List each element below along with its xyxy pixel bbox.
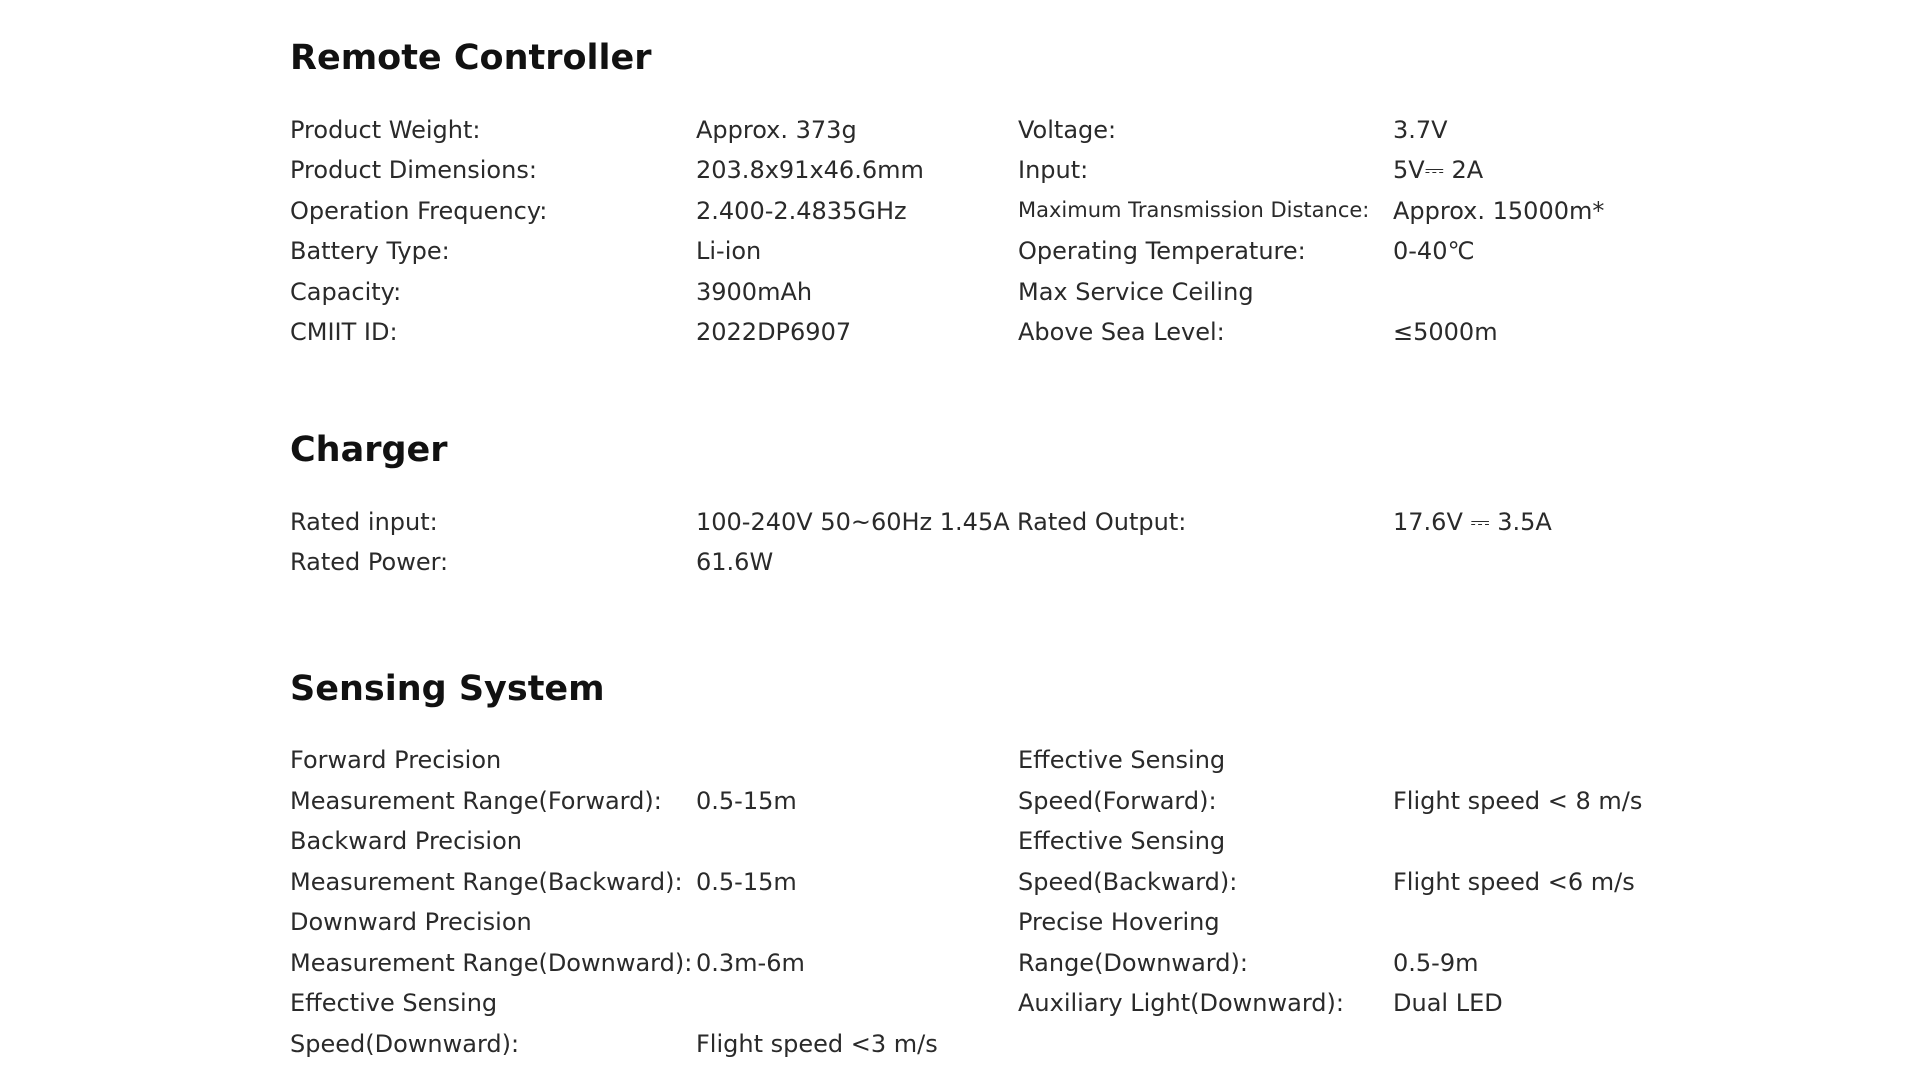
rc-voltage-label: Voltage: bbox=[1018, 116, 1117, 144]
charger-output-label: Rated Output: bbox=[1017, 508, 1187, 536]
charger-output-value: 17.6V ⎓ 3.5A bbox=[1393, 508, 1552, 536]
rc-frequency-label: Operation Frequency: bbox=[290, 197, 548, 225]
rc-transmission-label: Maximum Transmission Distance: bbox=[1018, 198, 1370, 222]
rc-dimensions-label: Product Dimensions: bbox=[290, 156, 537, 184]
rc-transmission-value: Approx. 15000m* bbox=[1393, 197, 1605, 225]
ss-speed-downward-label-line2: Speed(Downward): bbox=[290, 1030, 520, 1058]
rc-capacity-value: 3900mAh bbox=[696, 278, 813, 306]
charger-input-label: Rated input: bbox=[290, 508, 438, 536]
ss-hovering-label-line2: Range(Downward): bbox=[1018, 949, 1248, 977]
ss-forward-label-line2: Measurement Range(Forward): bbox=[290, 787, 662, 815]
ss-speed-forward-value: Flight speed < 8 m/s bbox=[1393, 787, 1643, 815]
rc-battery-type-label: Battery Type: bbox=[290, 237, 450, 265]
rc-input-label: Input: bbox=[1018, 156, 1089, 184]
rc-frequency-value: 2.400-2.4835GHz bbox=[696, 197, 907, 225]
rc-input-value: 5V⎓ 2A bbox=[1393, 156, 1484, 184]
ss-speed-downward-value: Flight speed <3 m/s bbox=[696, 1030, 938, 1058]
section-title-charger: Charger bbox=[290, 430, 448, 470]
rc-temperature-label: Operating Temperature: bbox=[1018, 237, 1306, 265]
rc-cmiit-label: CMIIT ID: bbox=[290, 318, 398, 346]
ss-speed-forward-label-line2: Speed(Forward): bbox=[1018, 787, 1217, 815]
ss-speed-downward-label-line1: Effective Sensing bbox=[290, 989, 498, 1017]
section-title-sensing-system: Sensing System bbox=[290, 669, 605, 709]
rc-weight-label: Product Weight: bbox=[290, 116, 481, 144]
ss-aux-light-value: Dual LED bbox=[1393, 989, 1503, 1017]
ss-backward-label-line1: Backward Precision bbox=[290, 827, 522, 855]
rc-sea-level-value: ≤5000m bbox=[1393, 318, 1498, 346]
rc-sea-level-label: Above Sea Level: bbox=[1018, 318, 1225, 346]
ss-speed-forward-label-line1: Effective Sensing bbox=[1018, 746, 1226, 774]
rc-weight-value: Approx. 373g bbox=[696, 116, 857, 144]
ss-backward-value: 0.5-15m bbox=[696, 868, 797, 896]
charger-power-label: Rated Power: bbox=[290, 548, 449, 576]
rc-battery-type-value: Li-ion bbox=[696, 237, 762, 265]
charger-power-value: 61.6W bbox=[696, 548, 774, 576]
ss-forward-label-line1: Forward Precision bbox=[290, 746, 502, 774]
rc-temperature-value: 0-40℃ bbox=[1393, 237, 1475, 265]
rc-dimensions-value: 203.8x91x46.6mm bbox=[696, 156, 924, 184]
ss-backward-label-line2: Measurement Range(Backward): bbox=[290, 868, 683, 896]
ss-speed-backward-label-line1: Effective Sensing bbox=[1018, 827, 1226, 855]
ss-downward-value: 0.3m-6m bbox=[696, 949, 805, 977]
rc-ceiling-label: Max Service Ceiling bbox=[1018, 278, 1254, 306]
rc-cmiit-value: 2022DP6907 bbox=[696, 318, 852, 346]
ss-downward-label-line2: Measurement Range(Downward): bbox=[290, 949, 693, 977]
ss-hovering-label-line1: Precise Hovering bbox=[1018, 908, 1220, 936]
ss-speed-backward-label-line2: Speed(Backward): bbox=[1018, 868, 1238, 896]
ss-aux-light-label: Auxiliary Light(Downward): bbox=[1018, 989, 1344, 1017]
charger-input-value: 100-240V 50~60Hz 1.45A bbox=[696, 508, 1010, 536]
rc-voltage-value: 3.7V bbox=[1393, 116, 1448, 144]
rc-capacity-label: Capacity: bbox=[290, 278, 402, 306]
ss-hovering-value: 0.5-9m bbox=[1393, 949, 1479, 977]
ss-forward-value: 0.5-15m bbox=[696, 787, 797, 815]
ss-downward-label-line1: Downward Precision bbox=[290, 908, 532, 936]
section-title-remote-controller: Remote Controller bbox=[290, 38, 652, 78]
ss-speed-backward-value: Flight speed <6 m/s bbox=[1393, 868, 1635, 896]
